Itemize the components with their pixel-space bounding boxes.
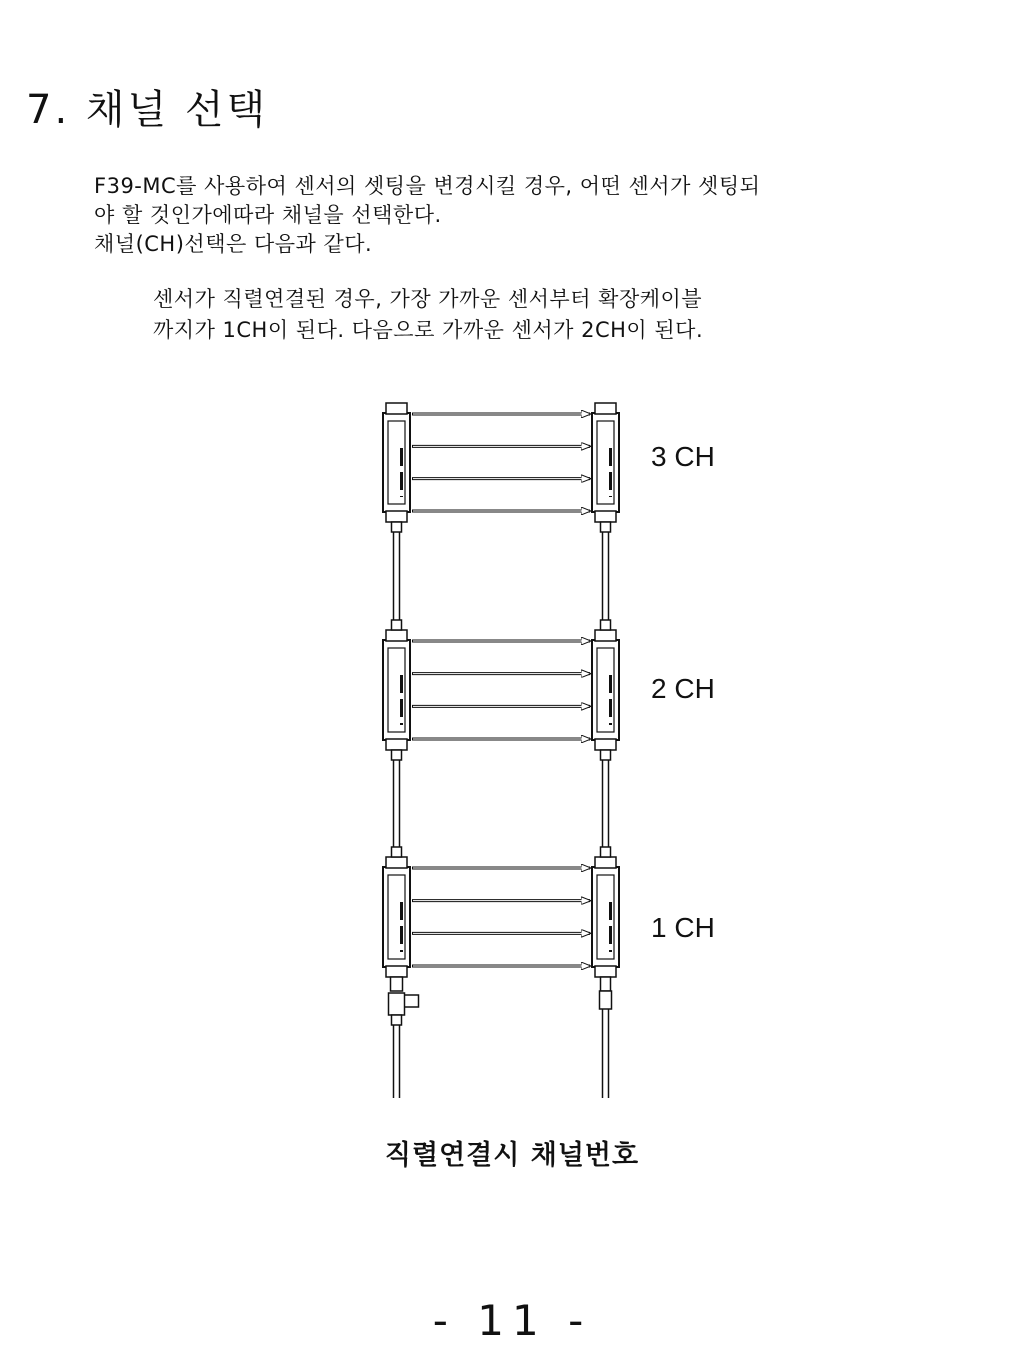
emitter-1-cap-bottom: [386, 739, 407, 750]
receiver-0-cap-bottom: [595, 511, 616, 522]
receiver-2-cap-bottom: [595, 966, 616, 977]
emitter-1-cap-top: [386, 630, 407, 641]
ext-connector: [391, 977, 403, 991]
receiver-0: [592, 413, 619, 512]
intro-line: 야 할 것인가에따라 채널을 선택한다.: [94, 203, 442, 227]
intro-line: 채널(CH)선택은 다음과 같다.: [94, 232, 373, 256]
right-cable-0-nut: [601, 522, 611, 532]
emitter-1: [383, 640, 410, 740]
intro-line: F39-MC를 사용하여 센서의 셋팅을 변경시킬 경우, 어떤 센서가 셋팅되: [94, 174, 761, 198]
left-cable-0-nut2: [392, 620, 402, 630]
left-cable-1-nut: [392, 750, 402, 760]
rx-connector: [601, 977, 611, 991]
right-cable-1-nut2: [601, 847, 611, 857]
note-line: 까지가 1CH이 된다. 다음으로 가까운 센서가 2CH이 된다.: [153, 318, 704, 342]
ext-nut: [392, 1015, 402, 1025]
emitter-2-cap-top: [386, 857, 407, 868]
emitter-2-cap-bottom: [386, 966, 407, 977]
emitter-0-cap-bottom: [386, 511, 407, 522]
emitter-0-cap-top: [386, 403, 407, 414]
ext-body: [389, 993, 405, 1015]
note-line: 센서가 직렬연결된 경우, 가장 가까운 센서부터 확장케이블: [153, 287, 703, 311]
channel-label-2ch: 2 CH: [651, 673, 715, 704]
left-cable-0-nut: [392, 522, 402, 532]
diagram-layer: [383, 403, 619, 1098]
right-cable-1-nut: [601, 750, 611, 760]
channel-label-3ch: 3 CH: [651, 441, 715, 472]
receiver-2: [592, 867, 619, 967]
emitter-2: [383, 867, 410, 967]
right-cable-0-nut2: [601, 620, 611, 630]
receiver-0-cap-top: [595, 403, 616, 414]
receiver-1: [592, 640, 619, 740]
diagram-caption: 직렬연결시 채널번호: [384, 1140, 640, 1171]
receiver-1-cap-top: [595, 630, 616, 641]
section-title: 7. 채널 선택: [26, 87, 269, 133]
rx-body: [600, 991, 612, 1009]
page-number: - 11 -: [432, 1296, 592, 1345]
channel-label-1ch: 1 CH: [651, 912, 715, 943]
emitter-0: [383, 413, 410, 512]
receiver-2-cap-top: [595, 857, 616, 868]
left-cable-1-nut2: [392, 847, 402, 857]
receiver-1-cap-bottom: [595, 739, 616, 750]
